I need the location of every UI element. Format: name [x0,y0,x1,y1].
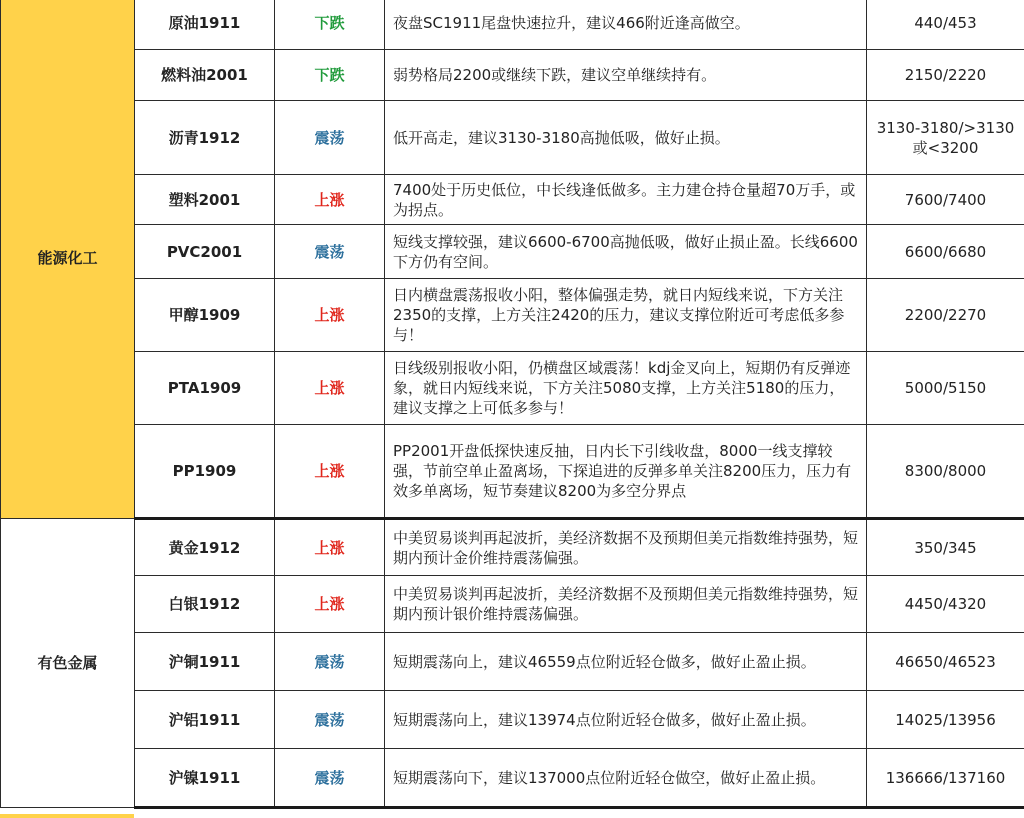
price-levels: 46650/46523 [867,633,1024,691]
price-levels: 2150/2220 [867,50,1024,101]
advice-text: 中美贸易谈判再起波折，美经济数据不及预期但美元指数维持强势，短期内预计金价维持震荡偏强。 [385,519,867,576]
advice-text: 短期震荡向下，建议137000点位附近轻仓做空，做好止盈止损。 [385,749,867,808]
contract-name: 沥青1912 [135,101,275,175]
table-row [1,691,1024,749]
advice-text: 短线支撑较强，建议6600-6700高抛低吸，做好止损止盈。长线6600下方仍有空间。 [385,225,867,279]
price-levels: 136666/137160 [867,749,1024,808]
table-row [1,0,1024,50]
advice-text: 中美贸易谈判再起波折，美经济数据不及预期但美元指数维持强势，短期内预计银价维持震荡偏强。 [385,576,867,633]
trend-badge: 上涨 [275,576,385,633]
advice-text: 夜盘SC1911尾盘快速拉升，建议466附近逢高做空。 [385,0,867,50]
contract-name: PTA1909 [135,352,275,425]
table-row [1,576,1024,633]
price-levels: 4450/4320 [867,576,1024,633]
price-levels: 2200/2270 [867,279,1024,352]
contract-name: 沪铜1911 [135,633,275,691]
contract-name: 塑料2001 [135,175,275,225]
price-levels: 3130-3180/>3130或<3200 [867,101,1024,175]
table-row [1,101,1024,175]
contract-name: 沪镍1911 [135,749,275,808]
trend-badge: 上涨 [275,425,385,519]
trend-badge: 下跌 [275,50,385,101]
trend-badge: 震荡 [275,691,385,749]
price-levels: 350/345 [867,519,1024,576]
advice-text: 日线级别报收小阳，仍横盘区域震荡！kdj金叉向上，短期仍有反弹迹象，就日内短线来说，下方关注5080支撑，上方关注5180的压力，建议支撑之上可低多参与！ [385,352,867,425]
contract-name: 沪铝1911 [135,691,275,749]
table-row [1,50,1024,101]
category-cell: 能源化工 [1,0,135,519]
trend-badge: 震荡 [275,101,385,175]
price-levels: 8300/8000 [867,425,1024,519]
trend-badge: 上涨 [275,175,385,225]
table-row [1,425,1024,519]
price-levels: 5000/5150 [867,352,1024,425]
price-levels: 14025/13956 [867,691,1024,749]
trend-badge: 上涨 [275,279,385,352]
price-levels: 440/453 [867,0,1024,50]
advice-text: PP2001开盘低探快速反抽，日内长下引线收盘，8000一线支撑较强，节前空单止盈离场，下探追进的反弹多单关注8200压力，压力有效多单离场，短节奏建议8200为多空分界点 [385,425,867,519]
advice-text: 短期震荡向上，建议13974点位附近轻仓做多，做好止盈止损。 [385,691,867,749]
trend-badge: 上涨 [275,519,385,576]
table-row [1,519,1024,576]
table-row [1,352,1024,425]
trend-badge: 下跌 [275,0,385,50]
price-levels: 6600/6680 [867,225,1024,279]
table-row [1,633,1024,691]
next-category-strip [0,814,134,818]
price-levels: 7600/7400 [867,175,1024,225]
table-row [1,225,1024,279]
advice-text: 低开高走，建议3130-3180高抛低吸，做好止损。 [385,101,867,175]
trend-badge: 震荡 [275,225,385,279]
contract-name: 燃料油2001 [135,50,275,101]
advice-text: 弱势格局2200或继续下跌，建议空单继续持有。 [385,50,867,101]
trend-badge: 震荡 [275,633,385,691]
category-cell: 有色金属 [1,519,135,808]
table-row [1,175,1024,225]
advice-text: 7400处于历史低位，中长线逢低做多。主力建仓持仓量超70万手，或为拐点。 [385,175,867,225]
advice-text: 日内横盘震荡报收小阳，整体偏强走势，就日内短线来说，下方关注2350的支撑，上方关注2420的压力，建议支撑位附近可考虑低多参与！ [385,279,867,352]
table-row [1,279,1024,352]
contract-name: 甲醇1909 [135,279,275,352]
table-row [1,749,1024,808]
contract-name: 原油1911 [135,0,275,50]
advice-text: 短期震荡向上，建议46559点位附近轻仓做多，做好止盈止损。 [385,633,867,691]
trend-badge: 上涨 [275,352,385,425]
contract-name: PP1909 [135,425,275,519]
contract-name: 黄金1912 [135,519,275,576]
trend-badge: 震荡 [275,749,385,808]
contract-name: 白银1912 [135,576,275,633]
contract-name: PVC2001 [135,225,275,279]
